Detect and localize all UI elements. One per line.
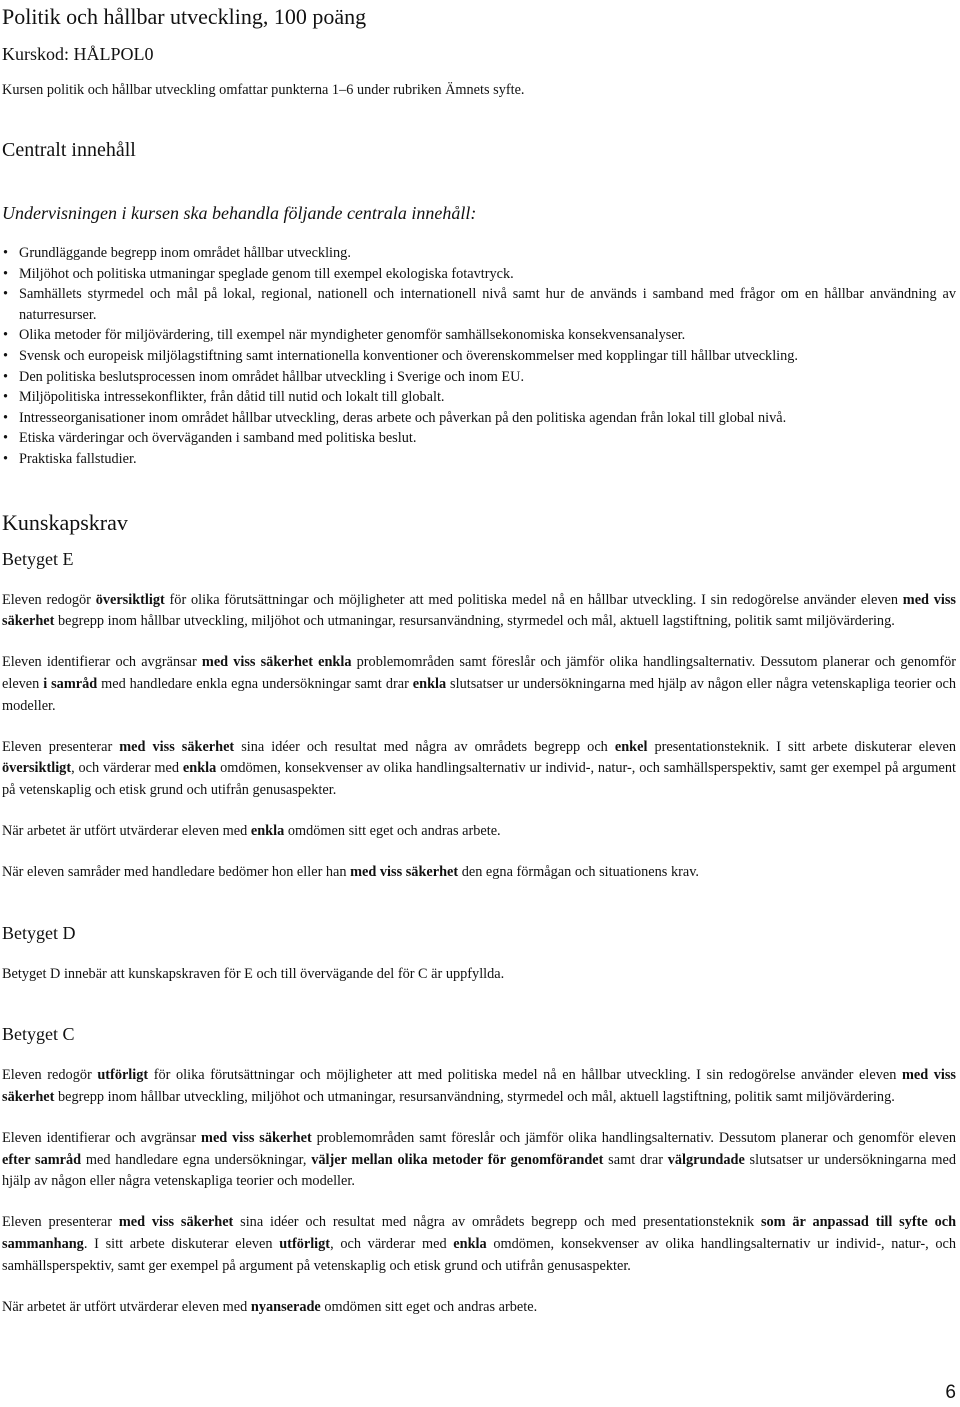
requirement-paragraph <box>2 1065 956 1109</box>
bullet-icon: • <box>3 265 9 282</box>
emphasis-text: översiktligt <box>2 760 72 777</box>
body-text: med handledare enkla egna undersökningar samt drar <box>97 675 413 692</box>
list-item <box>2 428 956 449</box>
emphasis-text: enkla <box>182 760 217 777</box>
emphasis-text: med viss säkerhet <box>2 1067 957 1106</box>
emphasis-text: enkel <box>614 738 648 755</box>
course-code: Kurskod: HÅLPOL0 <box>2 44 154 64</box>
list-item <box>2 346 956 367</box>
body-text: Eleven redogör <box>2 1067 98 1084</box>
list-item-text: Samhällets styrmedel och mål på lokal, regional, nationell och internationell nivå samt hur de används i samband med frågor om en hållbar användning av naturresurser. <box>19 286 956 323</box>
body-text: Eleven presenterar <box>2 738 120 755</box>
requirement-paragraph <box>2 862 956 884</box>
body-text: slutsatser ur undersökningarna med hjälp av någon eller några vetenskapliga teorier och modeller. <box>2 1151 957 1190</box>
list-item-text: Miljöhot och politiska utmaningar speglade genom till exempel ekologiska fotavtryck. <box>19 265 514 282</box>
emphasis-text: väljer mellan olika metoder för genomförandet <box>311 1151 604 1168</box>
emphasis-text: efter samråd <box>2 1151 82 1168</box>
list-item-text: Intresseorganisationer inom området hållbar utveckling, deras arbete och påverkan på den politiska agendan från lokal till global nivå. <box>19 409 787 426</box>
body-text: begrepp inom hållbar utveckling, miljöhot och utmaningar, resursanvändning, styrmedel och mål, aktuell lagstiftning, politik samt miljövärdering. <box>54 613 895 630</box>
body-text: , och värderar med <box>71 760 183 777</box>
list-item <box>2 367 956 388</box>
course-title: Politik och hållbar utveckling, 100 poäng <box>2 4 367 29</box>
list-item <box>2 325 956 346</box>
bullet-icon: • <box>3 327 9 344</box>
body-text: Eleven identifierar och avgränsar <box>2 654 202 671</box>
list-item <box>2 408 956 429</box>
grade-e-heading: Betyget E <box>2 548 74 569</box>
list-item <box>2 264 956 285</box>
list-item <box>2 449 956 470</box>
grade-d-body <box>2 964 956 986</box>
body-text: . I sitt arbete diskuterar eleven <box>83 1236 280 1253</box>
list-item-text: Den politiska beslutsprocessen inom området hållbar utveckling i Sverige och inom EU. <box>19 368 525 385</box>
emphasis-text: nyanserade <box>250 1298 321 1315</box>
body-text: sina idéer och resultat med några av områdets begrepp och med presentationsteknik <box>233 1214 761 1231</box>
requirement-paragraph <box>2 590 956 634</box>
emphasis-text: utförligt <box>279 1236 331 1253</box>
emphasis-text: översiktligt <box>95 591 165 608</box>
grade-c-heading: Betyget C <box>2 1024 75 1045</box>
bullet-icon: • <box>3 286 9 303</box>
list-item-text: Etiska värderingar och överväganden i samband med politiska beslut. <box>19 430 417 447</box>
list-item-text: Grundläggande begrepp inom området hållbar utveckling. <box>19 245 351 261</box>
teaching-intro: Undervisningen i kursen ska behandla följande centrala innehåll: <box>2 203 477 223</box>
body-text: Betyget D innebär att kunskapskraven för E och till övervägande del för C är uppfyllda. <box>2 965 505 982</box>
document-page <box>2 0 956 1318</box>
grade-c-body <box>2 1065 956 1318</box>
page-number: 6 <box>945 1382 956 1403</box>
body-text: samt drar <box>603 1151 668 1168</box>
bullet-icon: • <box>3 245 9 261</box>
bullet-icon: • <box>3 368 9 385</box>
body-text: slutsatser ur undersökningarna med hjälp av någon eller några vetenskapliga teorier och modeller. <box>2 675 957 714</box>
body-text: begrepp inom hållbar utveckling, miljöhot och utmaningar, resursanvändning, styrmedel och mål, aktuell lagstiftning, politik samt miljövärdering. <box>54 1089 895 1106</box>
body-text: för olika förutsättningar och möjligheter att med politiska medel nå en hållbar utveckling. I sin redogörelse använder eleven <box>164 591 903 608</box>
central-content-heading: Centralt innehåll <box>2 139 136 161</box>
body-text: omdömen sitt eget och andras arbete. <box>320 1298 538 1315</box>
list-item-text: Miljöpolitiska intressekonflikter, från dåtid till nutid och lokalt till globalt. <box>19 389 445 406</box>
emphasis-text: enkla <box>250 822 285 839</box>
emphasis-text: enkla <box>412 675 447 692</box>
emphasis-text: med viss säkerhet <box>119 738 235 755</box>
body-text: Eleven presenterar <box>2 1214 119 1231</box>
requirements-heading: Kunskapskrav <box>2 509 128 535</box>
body-text: , och värderar med <box>330 1236 454 1253</box>
requirement-paragraph <box>2 737 956 802</box>
body-text: När arbetet är utfört utvärderar eleven med <box>2 1298 251 1315</box>
emphasis-text: välgrundade <box>667 1151 745 1168</box>
list-item <box>2 284 956 325</box>
grade-e-body <box>2 590 956 884</box>
requirement-paragraph <box>2 821 956 843</box>
emphasis-text: som är anpassad till syfte och sammanhang <box>2 1214 957 1253</box>
body-text: När arbetet är utfört utvärderar eleven med <box>2 822 251 839</box>
emphasis-text: med viss säkerhet enkla <box>201 654 352 671</box>
emphasis-text: med viss säkerhet <box>2 591 956 630</box>
body-text: sina idéer och resultat med några av områdets begrepp och <box>234 738 615 755</box>
body-text: för olika förutsättningar och möjligheter att med politiska medel nå en hållbar utveckling. I sin redogörelse använder eleven <box>148 1067 902 1084</box>
central-content-list <box>2 243 956 470</box>
body-text: omdömen, konsekvenser av olika handlingsalternativ ur individ-, natur-, och samhällsperspektiv, samt ger exempel på argument på vetenskaplig och etisk grund och utifrån genusaspekter. <box>2 1236 956 1274</box>
grade-c-section <box>2 1023 956 1318</box>
emphasis-text: utförligt <box>97 1067 149 1084</box>
emphasis-text: i samråd <box>43 675 98 692</box>
body-text: problemområden samt föreslår och jämför olika handlingsalternativ. Dessutom planerar och genomför eleven <box>2 654 956 692</box>
body-text: omdömen, konsekvenser av olika handlingsalternativ ur individ-, natur-, och samhällsperspektiv, samt ger exempel på argument på vetenskaplig och etisk grund och utifrån genusaspekter. <box>2 760 956 799</box>
bullet-icon: • <box>3 450 9 467</box>
bullet-icon: • <box>3 430 9 447</box>
emphasis-text: med viss säkerhet <box>201 1129 312 1146</box>
requirement-paragraph <box>2 1297 956 1319</box>
list-item <box>2 243 956 264</box>
emphasis-text: enkla <box>453 1236 487 1253</box>
list-item-text: Svensk och europeisk miljölagstiftning samt internationella konventioner och överenskommelser med kopplingar till hållbar utveckling. <box>19 347 799 364</box>
list-item-text: Praktiska fallstudier. <box>19 450 137 467</box>
body-text: den egna förmågan och situationens krav. <box>458 863 699 880</box>
bullet-icon: • <box>3 389 9 406</box>
body-text: med handledare egna undersökningar, <box>81 1151 312 1168</box>
grade-e-section <box>2 548 956 884</box>
bullet-icon: • <box>3 347 9 364</box>
list-item <box>2 387 956 408</box>
course-note: Kursen politik och hållbar utveckling omfattar punkterna 1–6 under rubriken Ämnets syfte. <box>2 82 525 98</box>
body-text: omdömen sitt eget och andras arbete. <box>284 822 501 839</box>
body-text: Eleven identifierar och avgränsar <box>2 1129 202 1146</box>
body-text: När eleven samråder med handledare bedömer hon eller han <box>2 863 351 880</box>
list-item-text: Olika metoder för miljövärdering, till exempel när myndigheter genomför samhällsekonomiska konsekvensanalyser. <box>19 327 686 344</box>
requirement-paragraph <box>2 964 956 986</box>
body-text: Eleven redogör <box>2 591 96 608</box>
bullet-icon: • <box>3 409 9 426</box>
requirement-paragraph <box>2 652 956 717</box>
requirement-paragraph <box>2 1128 956 1193</box>
grade-d-section <box>2 922 956 986</box>
emphasis-text: med viss säkerhet <box>118 1214 234 1231</box>
grade-d-heading: Betyget D <box>2 922 76 943</box>
emphasis-text: med viss säkerhet <box>350 863 459 880</box>
requirement-paragraph <box>2 1212 956 1277</box>
body-text: problemområden samt föreslår och jämför olika handlingsalternativ. Dessutom planerar och genomför eleven <box>311 1129 956 1146</box>
body-text: presentationsteknik. I sitt arbete diskuterar eleven <box>647 738 956 755</box>
